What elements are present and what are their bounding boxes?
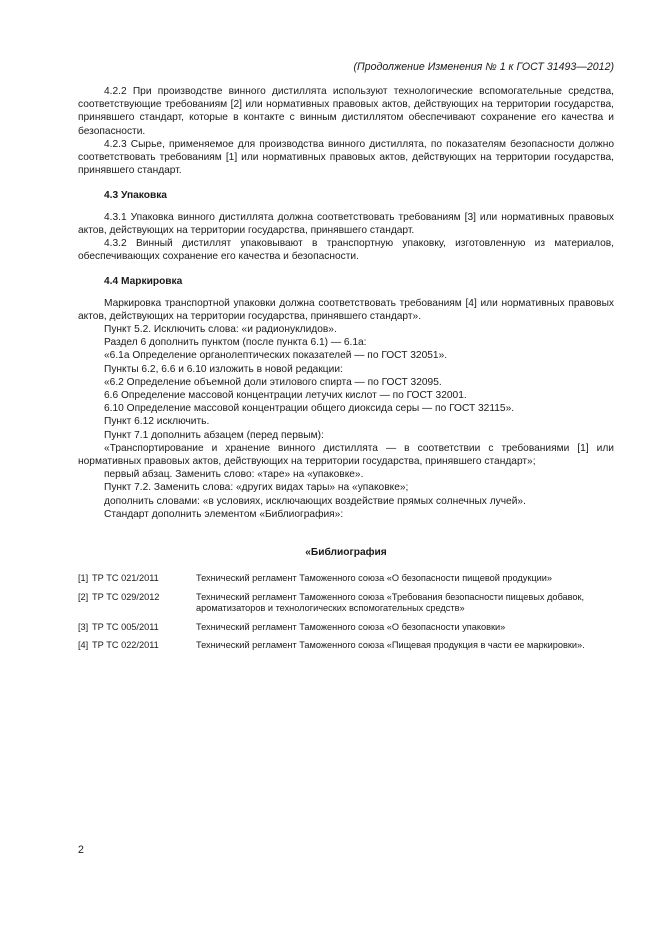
paragraph: 4.3.2 Винный дистиллят упаковывают в транспортную упаковку, изготовленную из материалов, обеспечивающих сохранение его качества и безопасности. bbox=[78, 238, 614, 263]
paragraph: Маркировка транспортной упаковки должна соответствовать требованиям [4] или нормативных правовых актов, действующих на территории государства, принявшего стандарт». bbox=[78, 297, 614, 322]
paragraph: дополнить словами: «в условиях, исключающих воздействие прямых солнечных лучей». bbox=[104, 495, 526, 507]
paragraph: 6.10 Определение массовой концентрации общего диоксида серы — по ГОСТ 32115». bbox=[104, 403, 515, 415]
bibliography-row bbox=[78, 622, 618, 641]
bibliography-row bbox=[78, 573, 618, 592]
paragraph: Пункт 6.12 исключить. bbox=[104, 416, 210, 428]
bibliography-row bbox=[78, 592, 618, 622]
bibliography-number: [1] bbox=[78, 573, 89, 584]
paragraph: Раздел 6 дополнить пунктом (после пункта 6.1) — 6.1а: bbox=[104, 337, 367, 349]
paragraph: 6.6 Определение массовой концентрации летучих кислот — по ГОСТ 32001. bbox=[104, 390, 467, 402]
paragraph: 4.2.2 При производстве винного дистиллята используют технологические вспомогательные средства, соответствующие требованиям [2] или нормативных правовых актов, действующих на территории государства, принявшего стандарт, которые в контакте с винным дистиллятом обеспечивают сохранение его качества и безопасности. bbox=[78, 86, 614, 137]
bibliography-text: Технический регламент Таможенного союза «О безопасности пищевой продукции» bbox=[196, 573, 553, 584]
bibliography-title: «Библиография bbox=[305, 547, 387, 559]
paragraph: первый абзац. Заменить слово: «таре» на «упаковке». bbox=[104, 469, 364, 481]
bibliography-number: [4] bbox=[78, 640, 89, 651]
page-number: 2 bbox=[78, 844, 84, 856]
paragraph: 4.3.1 Упаковка винного дистиллята должна соответствовать требованиям [3] или нормативных правовых актов, действующих на территории государства, принявшего стандарт. bbox=[78, 211, 614, 236]
paragraph: «Транспортирование и хранение винного дистиллята — в соответствии с требованиями [1] или нормативных правовых актов, действующих на территории государства, принявшего стандарт»; bbox=[78, 442, 614, 468]
paragraph: Стандарт дополнить элементом «Библиография»: bbox=[104, 508, 344, 520]
bibliography-number: [3] bbox=[78, 621, 89, 632]
running-header: (Продолжение Изменения № 1 к ГОСТ 31493—2012) bbox=[353, 61, 614, 73]
bibliography-row bbox=[78, 640, 618, 659]
paragraph: Пункт 5.2. Исключить слова: «и радионуклидов». bbox=[104, 324, 337, 336]
body-text bbox=[78, 85, 614, 521]
paragraph: «6.1а Определение органолептических показателей — по ГОСТ 32051». bbox=[104, 350, 448, 362]
bibliography-code: ТР ТС 022/2011 bbox=[92, 640, 159, 651]
paragraph: Пункт 7.1 дополнить абзацем (перед первым): bbox=[104, 429, 324, 441]
paragraph: «6.2 Определение объемной доли этилового спирта — по ГОСТ 32095. bbox=[104, 376, 442, 388]
section-heading: 4.4 Маркировка bbox=[104, 276, 183, 288]
bibliography-number: [2] bbox=[78, 591, 89, 602]
paragraph: Пункт 7.2. Заменить слова: «других видах тары» на «упаковке»; bbox=[104, 482, 409, 494]
bibliography-code: ТР ТС 029/2012 bbox=[92, 591, 160, 602]
bibliography-text: Технический регламент Таможенного союза «Требования безопасности пищевых добавок, ароматизаторов и технологических вспомогательных средств» bbox=[196, 591, 585, 614]
bibliography-code: ТР ТС 005/2011 bbox=[92, 621, 159, 632]
main-content bbox=[78, 85, 614, 659]
paragraph: Пункты 6.2, 6.6 и 6.10 изложить в новой редакции: bbox=[104, 363, 343, 375]
paragraph: 4.2.3 Сырье, применяемое для производства винного дистиллята, по показателям безопасности должно соответствовать требованиям [1] или нормативных правовых актов, действующих на территории государства, принявшего стандарт. bbox=[78, 138, 614, 177]
bibliography-table bbox=[78, 573, 618, 659]
bibliography-code: ТР ТС 021/2011 bbox=[92, 573, 159, 584]
bibliography-text: Технический регламент Таможенного союза «О безопасности упаковки» bbox=[196, 621, 506, 632]
section-heading: 4.3 Упаковка bbox=[104, 190, 167, 202]
bibliography-text: Технический регламент Таможенного союза «Пищевая продукция в части ее маркировки». bbox=[196, 640, 585, 651]
